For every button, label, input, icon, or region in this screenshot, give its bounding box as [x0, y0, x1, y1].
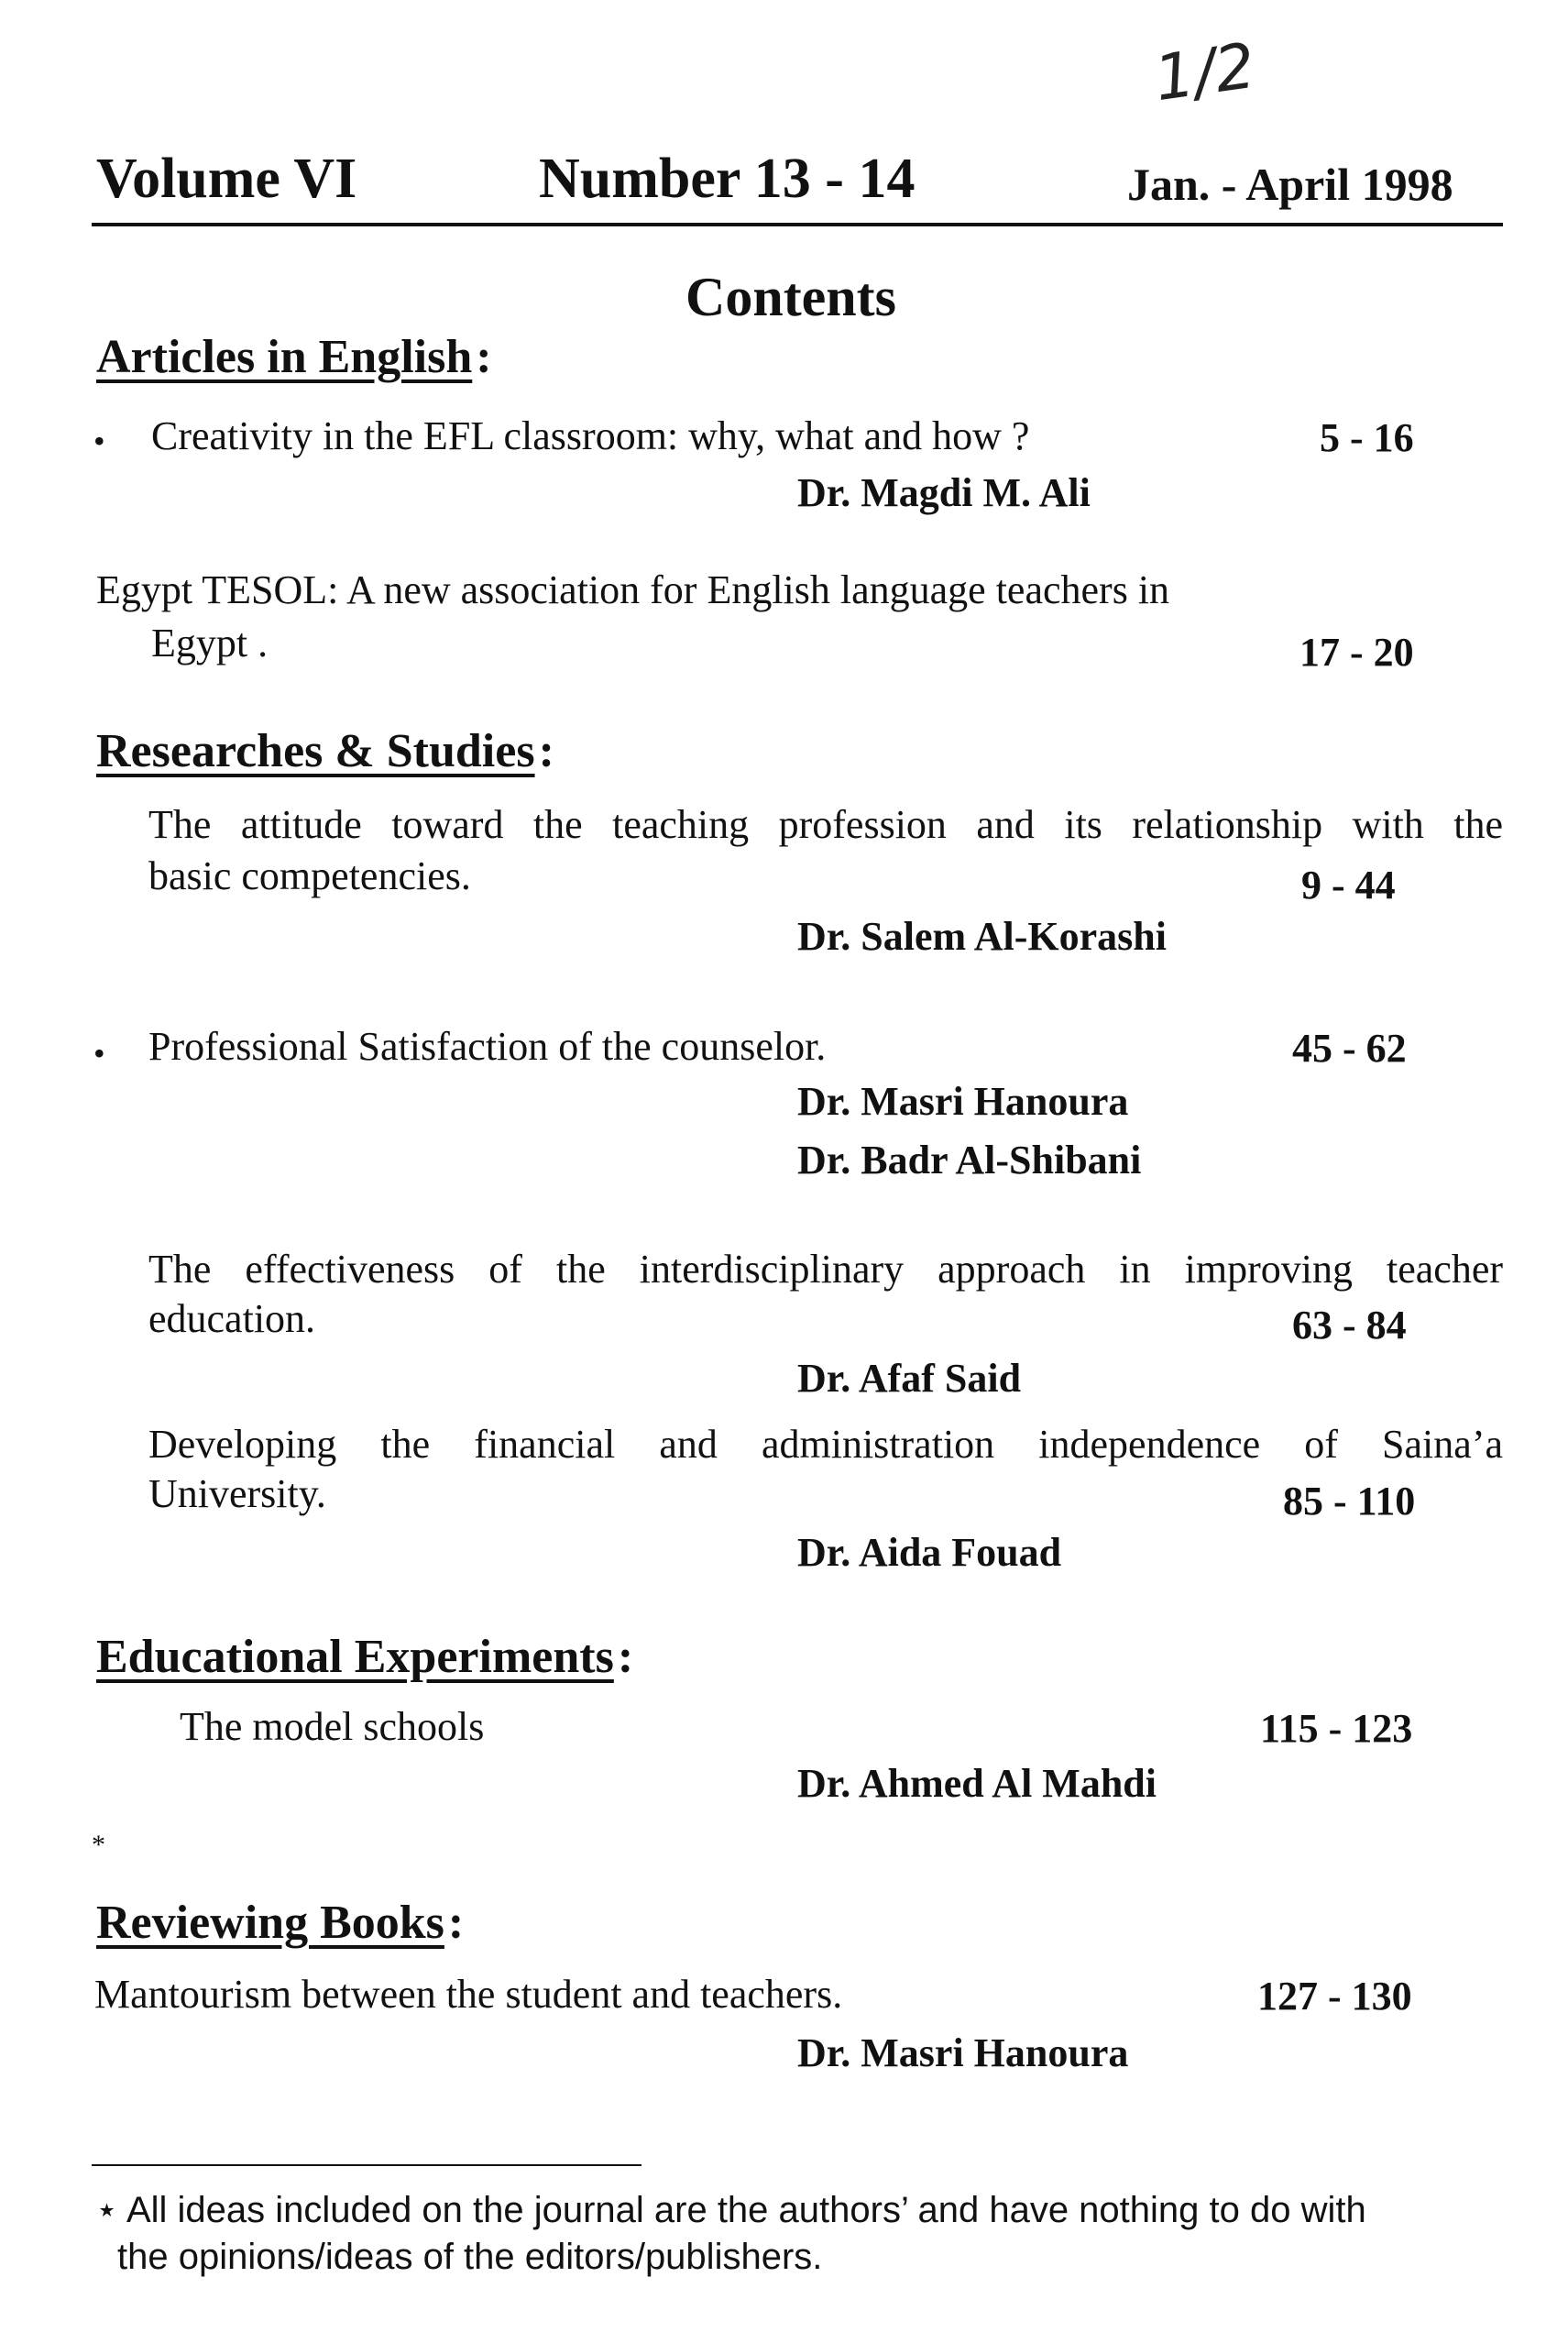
section-heading-colon: :: [447, 1897, 465, 1949]
issue-date: Jan. - April 1998: [1127, 159, 1453, 210]
handwritten-page-note: 1/2: [1150, 29, 1260, 116]
section-heading-colon: :: [617, 1631, 634, 1683]
section-heading-text: Educational Experiments: [96, 1631, 614, 1683]
footnote-marker-icon: ⋆: [95, 2190, 119, 2230]
footnote-line: [95, 2189, 1366, 2231]
entry-pages: 17 - 20: [1299, 630, 1414, 675]
entry-title: Creativity in the EFL classroom: why, what and how ?: [151, 413, 1030, 458]
section-heading-text: Articles in English: [96, 331, 473, 383]
bullet-icon: •: [93, 423, 105, 459]
section-heading-educational-experiments: [96, 1630, 633, 1684]
entry-title-continuation: education.: [148, 1296, 316, 1341]
entry-author: Dr. Masri Hanoura: [797, 2030, 1129, 2075]
entry-author: Dr. Aida Fouad: [797, 1530, 1062, 1575]
entry-author: Dr. Masri Hanoura: [797, 1079, 1129, 1124]
section-heading-colon: :: [476, 331, 492, 383]
section-heading-text: Researches & Studies: [96, 725, 535, 777]
entry-title: Developing the financial and administration independence of Saina’a: [148, 1422, 1503, 1467]
footnote-text: All ideas included on the journal are the authors’ and have nothing to do with: [126, 2190, 1366, 2230]
entry-pages: 85 - 110: [1283, 1479, 1416, 1524]
entry-title: The effectiveness of the interdisciplinary approach in improving teacher: [148, 1247, 1503, 1292]
contents-title: Contents: [685, 267, 897, 327]
entry-pages: 45 - 62: [1292, 1026, 1407, 1071]
section-heading-colon: :: [538, 725, 554, 777]
entry-title: The attitude toward the teaching profession and its relationship with the: [148, 802, 1503, 847]
entry-title: Mantourism between the student and teachers.: [94, 1972, 843, 2017]
section-heading-researches-studies: [96, 724, 554, 778]
entry-title: The model schools: [180, 1704, 485, 1749]
entry-title-continuation: basic competencies.: [148, 853, 471, 898]
entry-title: Egypt TESOL: A new association for English language teachers in: [96, 567, 1170, 612]
entry-pages: 63 - 84: [1292, 1303, 1407, 1348]
stray-asterisk: *: [92, 1830, 105, 1860]
footnote-line-2: the opinions/ideas of the editors/publishers.: [117, 2237, 823, 2277]
entry-author: Dr. Badr Al-Shibani: [797, 1138, 1142, 1182]
footnote-rule: [92, 2164, 641, 2166]
entry-title: Professional Satisfaction of the counselor.: [148, 1024, 827, 1069]
entry-author: Dr. Ahmed Al Mahdi: [797, 1761, 1157, 1806]
entry-author: Dr. Magdi M. Ali: [797, 470, 1091, 515]
section-heading-articles-in-english: [96, 330, 492, 384]
volume-label: Volume VI: [96, 148, 357, 210]
section-heading-reviewing-books: [96, 1896, 464, 1950]
bullet-icon: •: [93, 1035, 105, 1072]
header-rule: [92, 223, 1503, 226]
entry-pages: 115 - 123: [1260, 1706, 1413, 1751]
entry-author: Dr. Salem Al-Korashi: [797, 914, 1167, 959]
entry-pages: 9 - 44: [1301, 863, 1396, 908]
entry-pages: 5 - 16: [1320, 415, 1414, 460]
entry-title-continuation: University.: [148, 1471, 326, 1516]
entry-pages: 127 - 130: [1257, 1974, 1412, 2018]
entry-title-continuation: Egypt .: [151, 621, 269, 666]
issue-number: Number 13 - 14: [539, 148, 916, 210]
section-heading-text: Reviewing Books: [96, 1897, 444, 1949]
entry-author: Dr. Afaf Said: [797, 1356, 1022, 1401]
